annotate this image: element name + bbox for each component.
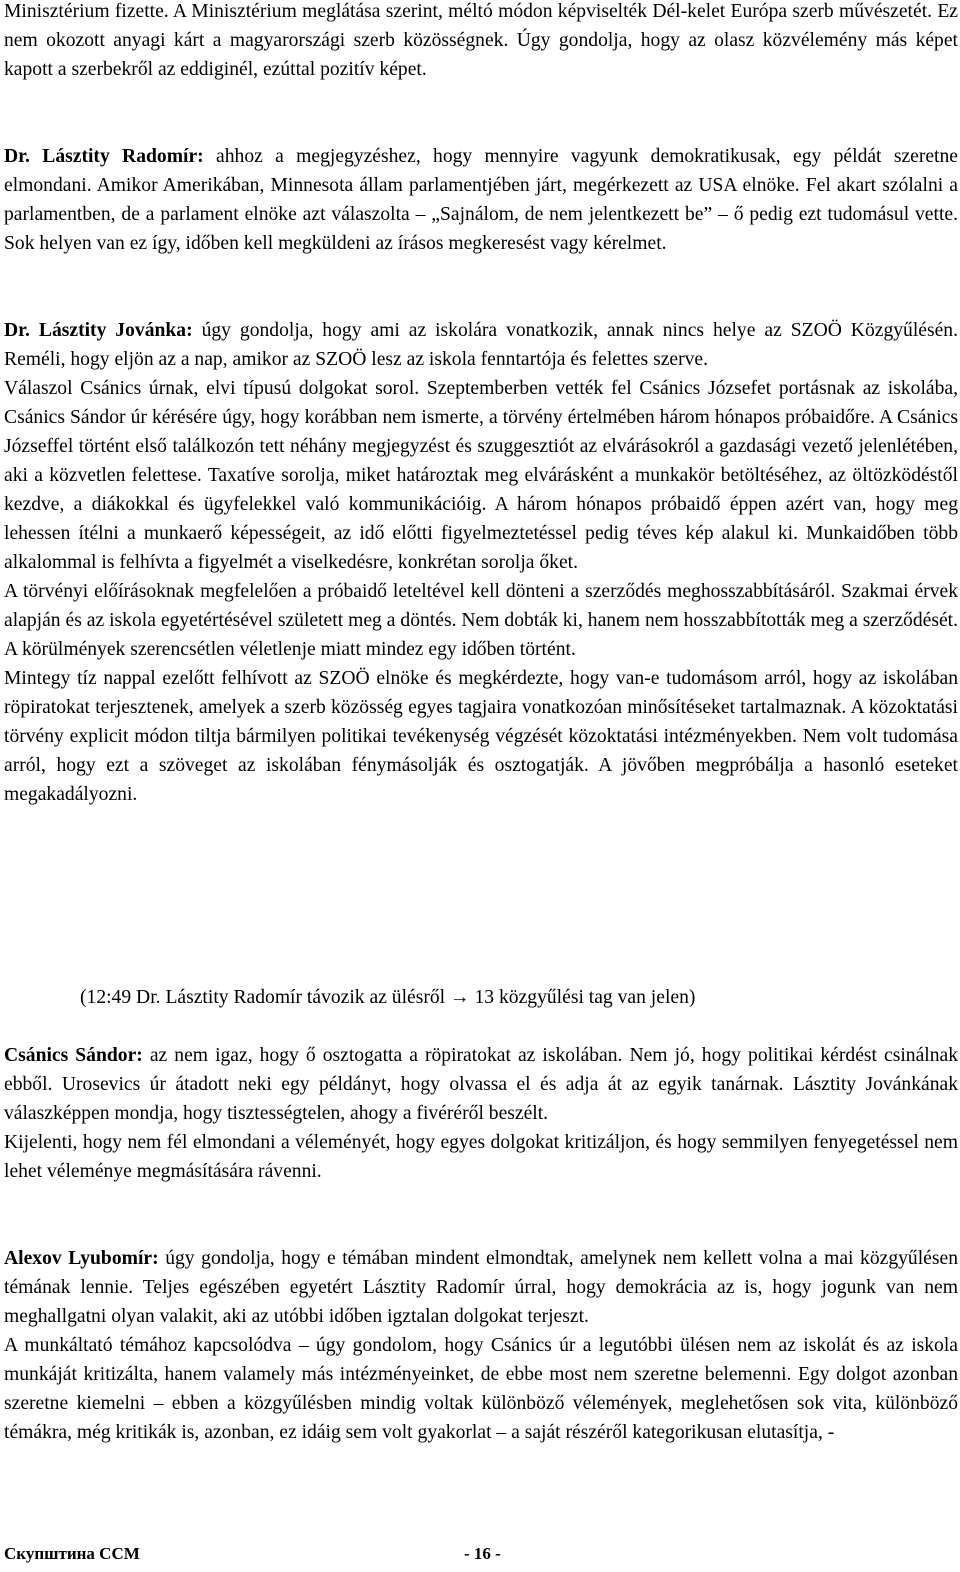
paragraph-intro	[4, 0, 958, 84]
speaker-name: Dr. Lásztity Jovánka:	[4, 320, 193, 341]
paragraph-csanics	[4, 1041, 958, 1186]
page-number: - 16 -	[464, 1544, 501, 1563]
paragraph-text	[4, 1041, 958, 1128]
paragraph-radomir	[4, 142, 958, 258]
paragraph-text	[4, 316, 958, 374]
speaker-name: Alexov Lyubomír:	[4, 1248, 159, 1269]
speech-text: az nem igaz, hogy ő osztogatta a röpiratokat az iskolában. Nem jó, hogy politikai kérdést csinálnak ebből. Urosevics úr átadott neki egy példányt, hogy olvassa el és adja át az egyik tanárnak. Lásztity Jovánkának válaszképpen mondja, hogy tisztességtelen, ahogy a fivéréről beszélt.	[4, 1045, 959, 1124]
paragraph-text: Kijelenti, hogy nem fél elmondani a véleményét, hogy egyes dolgokat kritizáljon, és hogy semmilyen fenyegetéssel nem lehet véleménye megmásítására rávenni.	[4, 1132, 958, 1182]
paragraph-alexov	[4, 1244, 958, 1447]
paragraph-jovanka	[4, 316, 958, 809]
paragraph-text: Mintegy tíz nappal ezelőtt felhívott az SZOÖ elnöke és megkérdezte, hogy van-e tudomásom arról, hogy az iskolában röpiratokat terjesztenek, amelyek a szerb közösség egyes tagjaira vonatkozóan minősítéseket tartalmaznak. A közoktatási törvény explicit módon tiltja bármilyen politikai tevékenység végzését közoktatási intézményekben. Nem volt tudomása arról, hogy ezt a szöveget az iskolában fénymásolják és osztogatják. A jövőben megpróbálja a hasonló eseteket megakadályozni.	[4, 668, 958, 805]
paragraph-text	[4, 1244, 958, 1331]
speech-text: úgy gondolja, hogy ami az iskolára vonatkozik, annak nincs helye az SZOÖ Közgyűlésén. Reméli, hogy eljön az a nap, amikor az SZOÖ lesz az iskola fenntartója és felettes szerve.	[4, 320, 959, 370]
paragraph-text: Válaszol Csánics úrnak, elvi típusú dolgokat sorol. Szeptemberben vették fel Csánics Józsefet portásnak az iskolába, Csánics Sándor úr kérésére úgy, hogy korábban nem ismerte, a törvény értelmében három hónapos próbaidőre. A Csánics Józseffel történt első találkozón tett néhány megjegyzést és szuggesztiót az elvárásokról a gazdasági vezető jelenlétében, aki a közvetlen felettese. Taxatíve sorolja, miket határoztak meg elvárásként a munkakör betöltéséhez, az öltözködéstől kezdve, a diákokkal és ügyfelekkel való kommunikációig. A három hónapos próbaidő éppen azért van, hogy meg lehessen ítélni a munkaerő képességeit, az idő előtti figyelmeztetéssel pedig téves kép alakul ki. Munkaidőben több alkalommal is felhívta a figyelmét a viselkedésre, konkrétan sorolja őket.	[4, 378, 958, 573]
speech-text: úgy gondolja, hogy e témában mindent elmondtak, amelynek nem kellett volna a mai közgyűlésen témának lennie. Teljes egészében egyetért Lásztity Radomír úrral, hogy demokrácia az is, hogy jogunk van nem meghallgatni olyan valakit, aki az utóbbi időben igztalan dolgokat terjeszt.	[4, 1248, 958, 1327]
footer-organization: Скупштина ССМ	[4, 1544, 140, 1563]
paragraph-text: Minisztérium fizette. A Minisztérium meglátása szerint, méltó módon képviselték Dél-kelet Európa szerb művészetét. Ez nem okozott anyagi kárt a magyarországi szerb közösségnek. Úgy gondolja, hogy az olasz közvélemény más képet kapott a szerbekről az eddiginél, ezúttal pozitív képet.	[4, 1, 958, 80]
speech-text: ahhoz a megjegyzéshez, hogy mennyire vagyunk demokratikusak, egy példát szeretne elmondani. Amikor Amerikában, Minnesota állam parlamentjében járt, megérkezett az USA elnöke. Fel akart szólalni a parlamentben, de a parlament elnöke azt válaszolta – „Sajnálom, de nem jelentkezett be” – ő pedig ezt tudomásul vette. Sok helyen van ez így, időben kell megküldeni az írásos megkeresést vagy kérelmet.	[4, 146, 958, 254]
paragraph-text: A munkáltató témához kapcsolódva – úgy gondolom, hogy Csánics úr a legutóbbi ülésen nem az iskolát és az iskola munkáját kritizálta, hanem valamely más intézményeinket, de ebbe most nem szeretne belemenni. Egy dolgot azonban szeretne kiemelni – ebben a közgyűlésben mindig voltak különböző vélemények, meglehetősen sok vita, különböző témákra, még kritikák is, azonban, ez idáig sem volt gyakorlat – a saját részéről kategorikusan elutasítja, -	[4, 1335, 958, 1443]
speaker-name: Dr. Lásztity Radomír:	[4, 146, 204, 167]
paragraph-text: A törvényi előírásoknak megfelelően a próbaidő leteltével kell dönteni a szerződés meghosszabbításáról. Szakmai érvek alapján és az iskola egyetértésével született meg a döntés. Nem dobták ki, hanem nem hosszabbították meg a szerződését. A körülmények szerencsétlen véletlenje miatt mindez egy időben történt.	[4, 581, 958, 660]
session-note: (12:49 Dr. Lásztity Radomír távozik az ülésről → 13 közgyűlési tag van jelen)	[80, 987, 696, 1008]
paragraph-text	[4, 142, 958, 258]
speaker-name: Csánics Sándor:	[4, 1045, 143, 1066]
